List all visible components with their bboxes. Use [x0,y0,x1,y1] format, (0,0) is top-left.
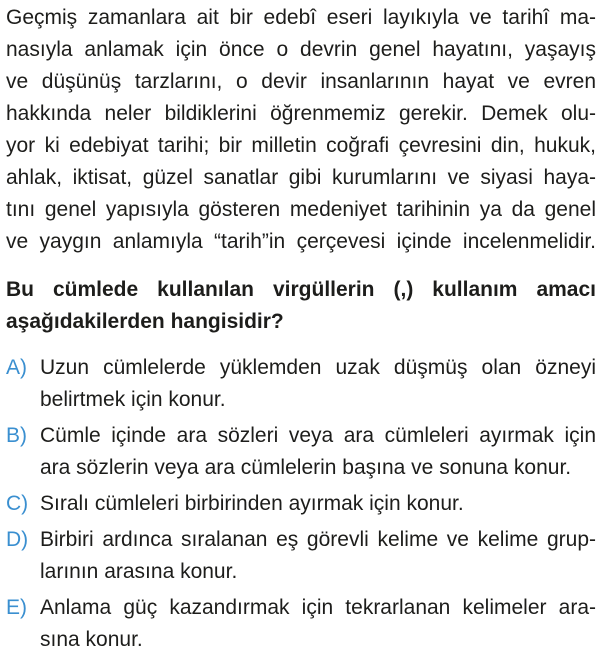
option-letter-b: B) [6,424,27,447]
option-d-line: larının arasına konur. [40,560,238,583]
question-line: Bu cümlede kullanılan virgüllerin (,) kullanım amacı [6,278,596,301]
question-stem [6,274,596,338]
passage-line: tını genel yapısıyla gösteren medeniyet tarihinin ya da genel [6,198,596,221]
answer-options [6,352,596,656]
option-e-line: sına konur. [40,628,143,651]
option-e-line: Anlama güç kazandırmak için tekrarlanan kelimeler ara- [40,596,596,619]
option-letter-a: A) [6,356,27,379]
passage-line: nasıyla anlamak için önce o devrin genel hayatını, yaşayış [6,38,596,61]
passage-line: Geçmiş zamanlara ait bir edebî eseri layıkıyla ve tarihî ma- [6,6,596,29]
passage-line: ahlak, iktisat, güzel sanatlar gibi kurumlarını ve siyasi haya- [6,166,596,189]
passage-line: yor ki edebiyat tarihi; bir milletin coğrafi çevresini din, hukuk, [6,134,596,157]
reading-passage [6,0,596,258]
option-b-line: Cümle içinde ara sözleri veya ara cümleleri ayırmak için [40,424,596,447]
question-page [6,0,596,660]
option-d[interactable] [6,524,596,588]
passage-line: hakkında neler bildiklerini öğrenmemiz gerekir. Demek olu- [6,102,596,125]
passage-line: ve yaygın anlamıyla “tarih”in çerçevesi içinde incelenmelidir. [6,230,596,253]
option-a-line: Uzun cümlelerde yüklemden uzak düşmüş olan özneyi [40,356,596,379]
question-line: aşağıdakilerden hangisidir? [6,310,284,333]
option-b-line: ara sözlerin veya ara cümlelerin başına ve sonuna konur. [40,456,572,479]
option-letter-d: D) [6,528,29,551]
option-letter-c: C) [6,492,29,515]
option-c[interactable] [6,488,596,520]
option-a[interactable] [6,352,596,416]
option-b[interactable] [6,420,596,484]
option-c-line: Sıralı cümleleri birbirinden ayırmak için konur. [40,492,464,515]
passage-line: ve düşünüş tarzlarını, o devir insanlarının hayat ve evren [6,70,596,93]
option-a-line: belirtmek için konur. [40,388,226,411]
option-letter-e: E) [6,596,27,619]
option-e[interactable] [6,592,596,656]
option-d-line: Birbiri ardınca sıralanan eş görevli kelime ve kelime grup- [40,528,596,551]
